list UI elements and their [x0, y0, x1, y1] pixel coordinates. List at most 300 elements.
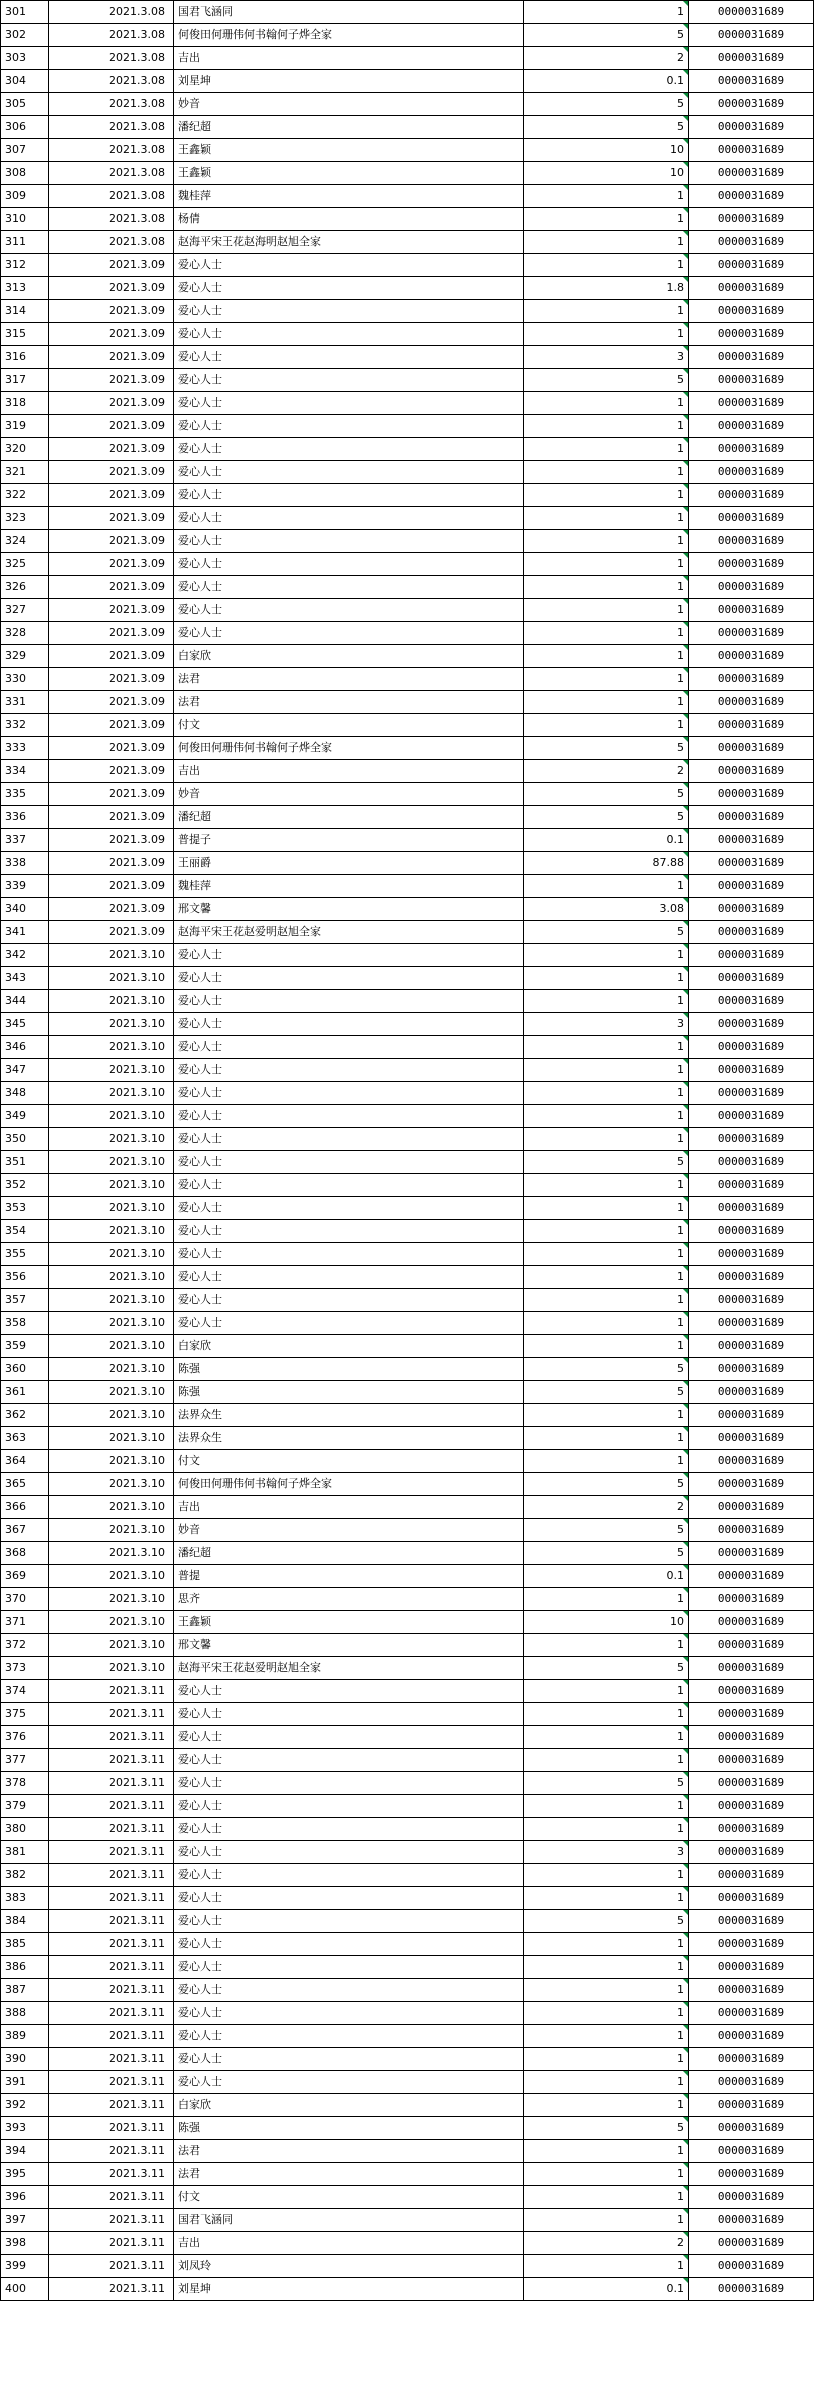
table-row — [1, 323, 814, 346]
amount-cell: 1 — [524, 1864, 689, 1887]
row-number-cell: 388 — [1, 2002, 49, 2025]
donor-name-cell: 何俊田何珊伟何书翰何子烨全家 — [174, 1473, 524, 1496]
amount-cell: 1 — [524, 1818, 689, 1841]
amount-cell: 0.1 — [524, 70, 689, 93]
donor-name-cell: 爱心人士 — [174, 1266, 524, 1289]
date-cell: 2021.3.10 — [49, 1289, 174, 1312]
date-cell: 2021.3.09 — [49, 898, 174, 921]
donor-name-cell: 妙音 — [174, 1519, 524, 1542]
account-cell: 0000031689 — [689, 1105, 814, 1128]
amount-cell: 1 — [524, 185, 689, 208]
amount-cell: 1 — [524, 1450, 689, 1473]
table-row — [1, 70, 814, 93]
donor-name-cell: 王丽爵 — [174, 852, 524, 875]
donor-name-cell: 爱心人士 — [174, 622, 524, 645]
account-cell: 0000031689 — [689, 760, 814, 783]
row-number-cell: 317 — [1, 369, 49, 392]
account-cell: 0000031689 — [689, 2025, 814, 2048]
row-number-cell: 375 — [1, 1703, 49, 1726]
date-cell: 2021.3.10 — [49, 1519, 174, 1542]
account-cell: 0000031689 — [689, 1818, 814, 1841]
row-number-cell: 352 — [1, 1174, 49, 1197]
account-cell: 0000031689 — [689, 944, 814, 967]
donor-name-cell: 爱心人士 — [174, 507, 524, 530]
donor-name-cell: 何俊田何珊伟何书翰何子烨全家 — [174, 24, 524, 47]
amount-cell: 2 — [524, 2232, 689, 2255]
donor-name-cell: 法君 — [174, 668, 524, 691]
date-cell: 2021.3.10 — [49, 1243, 174, 1266]
donor-name-cell: 爱心人士 — [174, 2025, 524, 2048]
row-number-cell: 373 — [1, 1657, 49, 1680]
amount-cell: 1 — [524, 1427, 689, 1450]
amount-cell: 0.1 — [524, 829, 689, 852]
donor-name-cell: 刘凤玲 — [174, 2255, 524, 2278]
account-cell: 0000031689 — [689, 1887, 814, 1910]
date-cell: 2021.3.09 — [49, 875, 174, 898]
row-number-cell: 360 — [1, 1358, 49, 1381]
amount-cell: 1 — [524, 990, 689, 1013]
date-cell: 2021.3.11 — [49, 1956, 174, 1979]
account-cell: 0000031689 — [689, 691, 814, 714]
date-cell: 2021.3.10 — [49, 1128, 174, 1151]
row-number-cell: 323 — [1, 507, 49, 530]
donor-name-cell: 爱心人士 — [174, 1680, 524, 1703]
table-row — [1, 1473, 814, 1496]
row-number-cell: 379 — [1, 1795, 49, 1818]
row-number-cell: 302 — [1, 24, 49, 47]
account-cell: 0000031689 — [689, 1082, 814, 1105]
amount-cell: 1 — [524, 2002, 689, 2025]
date-cell: 2021.3.09 — [49, 852, 174, 875]
date-cell: 2021.3.09 — [49, 438, 174, 461]
row-number-cell: 327 — [1, 599, 49, 622]
table-row — [1, 576, 814, 599]
amount-cell: 1 — [524, 1105, 689, 1128]
table-row — [1, 461, 814, 484]
date-cell: 2021.3.09 — [49, 277, 174, 300]
amount-cell: 1 — [524, 1197, 689, 1220]
account-cell: 0000031689 — [689, 1496, 814, 1519]
row-number-cell: 320 — [1, 438, 49, 461]
account-cell: 0000031689 — [689, 1588, 814, 1611]
amount-cell: 1 — [524, 1404, 689, 1427]
donor-name-cell: 爱心人士 — [174, 323, 524, 346]
table-row — [1, 967, 814, 990]
table-row — [1, 1427, 814, 1450]
account-cell: 0000031689 — [689, 277, 814, 300]
amount-cell: 3 — [524, 1013, 689, 1036]
date-cell: 2021.3.09 — [49, 415, 174, 438]
donor-name-cell: 国君飞涵同 — [174, 1, 524, 24]
donor-name-cell: 爱心人士 — [174, 438, 524, 461]
donor-name-cell: 国君飞涵同 — [174, 2209, 524, 2232]
amount-cell: 1 — [524, 300, 689, 323]
account-cell: 0000031689 — [689, 599, 814, 622]
account-cell: 0000031689 — [689, 1243, 814, 1266]
account-cell: 0000031689 — [689, 829, 814, 852]
donor-name-cell: 刘星坤 — [174, 70, 524, 93]
table-row — [1, 1542, 814, 1565]
date-cell: 2021.3.08 — [49, 231, 174, 254]
table-row — [1, 1381, 814, 1404]
account-cell: 0000031689 — [689, 1519, 814, 1542]
donor-name-cell: 爱心人士 — [174, 2048, 524, 2071]
row-number-cell: 351 — [1, 1151, 49, 1174]
row-number-cell: 354 — [1, 1220, 49, 1243]
amount-cell: 1 — [524, 392, 689, 415]
account-cell: 0000031689 — [689, 1473, 814, 1496]
table-row — [1, 139, 814, 162]
account-cell: 0000031689 — [689, 553, 814, 576]
amount-cell: 5 — [524, 1381, 689, 1404]
donor-name-cell: 爱心人士 — [174, 1174, 524, 1197]
table-row — [1, 1841, 814, 1864]
amount-cell: 1 — [524, 484, 689, 507]
table-row — [1, 93, 814, 116]
row-number-cell: 353 — [1, 1197, 49, 1220]
donor-name-cell: 付文 — [174, 2186, 524, 2209]
row-number-cell: 335 — [1, 783, 49, 806]
account-cell: 0000031689 — [689, 1956, 814, 1979]
date-cell: 2021.3.10 — [49, 1565, 174, 1588]
donor-name-cell: 爱心人士 — [174, 1059, 524, 1082]
row-number-cell: 380 — [1, 1818, 49, 1841]
row-number-cell: 387 — [1, 1979, 49, 2002]
account-cell: 0000031689 — [689, 967, 814, 990]
amount-cell: 1 — [524, 1243, 689, 1266]
table-row — [1, 1956, 814, 1979]
date-cell: 2021.3.11 — [49, 1979, 174, 2002]
amount-cell: 3.08 — [524, 898, 689, 921]
amount-cell: 5 — [524, 1473, 689, 1496]
account-cell: 0000031689 — [689, 300, 814, 323]
amount-cell: 1 — [524, 1588, 689, 1611]
date-cell: 2021.3.11 — [49, 1818, 174, 1841]
amount-cell: 5 — [524, 737, 689, 760]
row-number-cell: 383 — [1, 1887, 49, 1910]
account-cell: 0000031689 — [689, 1335, 814, 1358]
table-row — [1, 622, 814, 645]
date-cell: 2021.3.11 — [49, 1703, 174, 1726]
amount-cell: 1 — [524, 1703, 689, 1726]
donor-name-cell: 爱心人士 — [174, 1772, 524, 1795]
donor-name-cell: 爱心人士 — [174, 2071, 524, 2094]
amount-cell: 5 — [524, 921, 689, 944]
row-number-cell: 346 — [1, 1036, 49, 1059]
date-cell: 2021.3.09 — [49, 737, 174, 760]
row-number-cell: 368 — [1, 1542, 49, 1565]
account-cell: 0000031689 — [689, 2071, 814, 2094]
date-cell: 2021.3.09 — [49, 714, 174, 737]
table-row — [1, 2025, 814, 2048]
table-row — [1, 783, 814, 806]
amount-cell: 5 — [524, 806, 689, 829]
amount-cell: 1 — [524, 2163, 689, 2186]
date-cell: 2021.3.08 — [49, 139, 174, 162]
date-cell: 2021.3.11 — [49, 2186, 174, 2209]
table-row — [1, 1680, 814, 1703]
row-number-cell: 357 — [1, 1289, 49, 1312]
amount-cell: 1 — [524, 1, 689, 24]
amount-cell: 1 — [524, 1036, 689, 1059]
date-cell: 2021.3.09 — [49, 507, 174, 530]
date-cell: 2021.3.08 — [49, 24, 174, 47]
account-cell: 0000031689 — [689, 208, 814, 231]
account-cell: 0000031689 — [689, 2117, 814, 2140]
date-cell: 2021.3.11 — [49, 2048, 174, 2071]
row-number-cell: 359 — [1, 1335, 49, 1358]
row-number-cell: 399 — [1, 2255, 49, 2278]
row-number-cell: 350 — [1, 1128, 49, 1151]
donor-name-cell: 爱心人士 — [174, 346, 524, 369]
account-cell: 0000031689 — [689, 1059, 814, 1082]
table-row — [1, 1588, 814, 1611]
row-number-cell: 397 — [1, 2209, 49, 2232]
date-cell: 2021.3.10 — [49, 1151, 174, 1174]
date-cell: 2021.3.11 — [49, 2140, 174, 2163]
amount-cell: 1 — [524, 714, 689, 737]
amount-cell: 1 — [524, 1956, 689, 1979]
donor-name-cell: 爱心人士 — [174, 967, 524, 990]
date-cell: 2021.3.10 — [49, 990, 174, 1013]
date-cell: 2021.3.10 — [49, 1105, 174, 1128]
donor-name-cell: 爱心人士 — [174, 461, 524, 484]
date-cell: 2021.3.09 — [49, 530, 174, 553]
table-row — [1, 1979, 814, 2002]
date-cell: 2021.3.10 — [49, 1427, 174, 1450]
table-row — [1, 1864, 814, 1887]
table-row — [1, 2163, 814, 2186]
amount-cell: 1 — [524, 1266, 689, 1289]
donor-name-cell: 杨倩 — [174, 208, 524, 231]
amount-cell: 5 — [524, 116, 689, 139]
row-number-cell: 400 — [1, 2278, 49, 2301]
date-cell: 2021.3.11 — [49, 1841, 174, 1864]
row-number-cell: 398 — [1, 2232, 49, 2255]
account-cell: 0000031689 — [689, 1450, 814, 1473]
row-number-cell: 377 — [1, 1749, 49, 1772]
date-cell: 2021.3.10 — [49, 1657, 174, 1680]
amount-cell: 1 — [524, 645, 689, 668]
account-cell: 0000031689 — [689, 2278, 814, 2301]
account-cell: 0000031689 — [689, 461, 814, 484]
account-cell: 0000031689 — [689, 1726, 814, 1749]
table-row — [1, 1818, 814, 1841]
date-cell: 2021.3.10 — [49, 1174, 174, 1197]
date-cell: 2021.3.11 — [49, 2232, 174, 2255]
amount-cell: 5 — [524, 783, 689, 806]
amount-cell: 1 — [524, 461, 689, 484]
donor-name-cell: 爱心人士 — [174, 1082, 524, 1105]
row-number-cell: 393 — [1, 2117, 49, 2140]
table-row — [1, 254, 814, 277]
account-cell: 0000031689 — [689, 1933, 814, 1956]
account-cell: 0000031689 — [689, 852, 814, 875]
amount-cell: 1 — [524, 1726, 689, 1749]
table-row — [1, 1772, 814, 1795]
amount-cell: 1 — [524, 1289, 689, 1312]
account-cell: 0000031689 — [689, 1565, 814, 1588]
donor-name-cell: 爱心人士 — [174, 1749, 524, 1772]
account-cell: 0000031689 — [689, 2209, 814, 2232]
amount-cell: 2 — [524, 760, 689, 783]
amount-cell: 1 — [524, 2094, 689, 2117]
donor-name-cell: 妙音 — [174, 783, 524, 806]
table-row — [1, 645, 814, 668]
row-number-cell: 305 — [1, 93, 49, 116]
table-row — [1, 1013, 814, 1036]
table-row — [1, 553, 814, 576]
amount-cell: 1 — [524, 530, 689, 553]
row-number-cell: 334 — [1, 760, 49, 783]
account-cell: 0000031689 — [689, 93, 814, 116]
donor-name-cell: 付文 — [174, 714, 524, 737]
account-cell: 0000031689 — [689, 24, 814, 47]
table-row — [1, 1036, 814, 1059]
row-number-cell: 316 — [1, 346, 49, 369]
table-row — [1, 714, 814, 737]
amount-cell: 5 — [524, 1519, 689, 1542]
table-row — [1, 1358, 814, 1381]
donor-name-cell: 爱心人士 — [174, 1289, 524, 1312]
amount-cell: 10 — [524, 139, 689, 162]
account-cell: 0000031689 — [689, 921, 814, 944]
row-number-cell: 324 — [1, 530, 49, 553]
account-cell: 0000031689 — [689, 1680, 814, 1703]
row-number-cell: 395 — [1, 2163, 49, 2186]
row-number-cell: 369 — [1, 1565, 49, 1588]
row-number-cell: 333 — [1, 737, 49, 760]
amount-cell: 1 — [524, 1795, 689, 1818]
donor-name-cell: 爱心人士 — [174, 1128, 524, 1151]
amount-cell: 5 — [524, 1542, 689, 1565]
table-row — [1, 1059, 814, 1082]
donor-name-cell: 爱心人士 — [174, 254, 524, 277]
date-cell: 2021.3.09 — [49, 829, 174, 852]
date-cell: 2021.3.11 — [49, 2278, 174, 2301]
account-cell: 0000031689 — [689, 1220, 814, 1243]
amount-cell: 1 — [524, 599, 689, 622]
account-cell: 0000031689 — [689, 116, 814, 139]
account-cell: 0000031689 — [689, 1772, 814, 1795]
account-cell: 0000031689 — [689, 1703, 814, 1726]
donor-name-cell: 爱心人士 — [174, 1243, 524, 1266]
table-row — [1, 1174, 814, 1197]
table-row — [1, 2071, 814, 2094]
row-number-cell: 307 — [1, 139, 49, 162]
account-cell: 0000031689 — [689, 1542, 814, 1565]
amount-cell: 0.1 — [524, 1565, 689, 1588]
table-row — [1, 530, 814, 553]
account-cell: 0000031689 — [689, 1289, 814, 1312]
amount-cell: 5 — [524, 2117, 689, 2140]
table-row — [1, 2209, 814, 2232]
donor-name-cell: 吉出 — [174, 760, 524, 783]
account-cell: 0000031689 — [689, 1404, 814, 1427]
date-cell: 2021.3.10 — [49, 1473, 174, 1496]
amount-cell: 1 — [524, 1749, 689, 1772]
amount-cell: 1 — [524, 323, 689, 346]
amount-cell: 1 — [524, 1887, 689, 1910]
amount-cell: 1 — [524, 208, 689, 231]
donor-name-cell: 陈强 — [174, 2117, 524, 2140]
donor-name-cell: 爱心人士 — [174, 599, 524, 622]
table-row — [1, 1105, 814, 1128]
account-cell: 0000031689 — [689, 2255, 814, 2278]
row-number-cell: 322 — [1, 484, 49, 507]
donor-name-cell: 潘纪超 — [174, 1542, 524, 1565]
date-cell: 2021.3.11 — [49, 1887, 174, 1910]
date-cell: 2021.3.09 — [49, 553, 174, 576]
account-cell: 0000031689 — [689, 1749, 814, 1772]
amount-cell: 1 — [524, 553, 689, 576]
date-cell: 2021.3.10 — [49, 1634, 174, 1657]
date-cell: 2021.3.11 — [49, 2025, 174, 2048]
table-row — [1, 1634, 814, 1657]
account-cell: 0000031689 — [689, 1795, 814, 1818]
row-number-cell: 370 — [1, 1588, 49, 1611]
table-row — [1, 1151, 814, 1174]
row-number-cell: 340 — [1, 898, 49, 921]
account-cell: 0000031689 — [689, 346, 814, 369]
date-cell: 2021.3.09 — [49, 346, 174, 369]
account-cell: 0000031689 — [689, 1, 814, 24]
row-number-cell: 394 — [1, 2140, 49, 2163]
account-cell: 0000031689 — [689, 507, 814, 530]
account-cell: 0000031689 — [689, 1128, 814, 1151]
donor-name-cell: 法君 — [174, 2140, 524, 2163]
table-row — [1, 392, 814, 415]
donor-name-cell: 爱心人士 — [174, 944, 524, 967]
table-row — [1, 277, 814, 300]
table-row — [1, 1243, 814, 1266]
account-cell: 0000031689 — [689, 1174, 814, 1197]
amount-cell: 1 — [524, 2186, 689, 2209]
donor-name-cell: 爱心人士 — [174, 1841, 524, 1864]
row-number-cell: 390 — [1, 2048, 49, 2071]
row-number-cell: 301 — [1, 1, 49, 24]
table-row — [1, 24, 814, 47]
date-cell: 2021.3.11 — [49, 1680, 174, 1703]
donor-name-cell: 赵海平宋王花赵海明赵旭全家 — [174, 231, 524, 254]
donor-name-cell: 爱心人士 — [174, 530, 524, 553]
amount-cell: 1 — [524, 2209, 689, 2232]
amount-cell: 2 — [524, 1496, 689, 1519]
donor-name-cell: 普提子 — [174, 829, 524, 852]
row-number-cell: 332 — [1, 714, 49, 737]
donor-name-cell: 爱心人士 — [174, 1197, 524, 1220]
row-number-cell: 326 — [1, 576, 49, 599]
account-cell: 0000031689 — [689, 2140, 814, 2163]
account-cell: 0000031689 — [689, 2002, 814, 2025]
date-cell: 2021.3.11 — [49, 1933, 174, 1956]
account-cell: 0000031689 — [689, 1358, 814, 1381]
table-row — [1, 2255, 814, 2278]
row-number-cell: 365 — [1, 1473, 49, 1496]
table-row — [1, 1404, 814, 1427]
date-cell: 2021.3.09 — [49, 254, 174, 277]
row-number-cell: 315 — [1, 323, 49, 346]
donor-name-cell: 爱心人士 — [174, 1151, 524, 1174]
amount-cell: 1 — [524, 2048, 689, 2071]
row-number-cell: 364 — [1, 1450, 49, 1473]
donor-name-cell: 吉出 — [174, 2232, 524, 2255]
table-row — [1, 1266, 814, 1289]
table-row — [1, 1657, 814, 1680]
amount-cell: 1 — [524, 668, 689, 691]
donor-name-cell: 爱心人士 — [174, 1105, 524, 1128]
table-row — [1, 599, 814, 622]
